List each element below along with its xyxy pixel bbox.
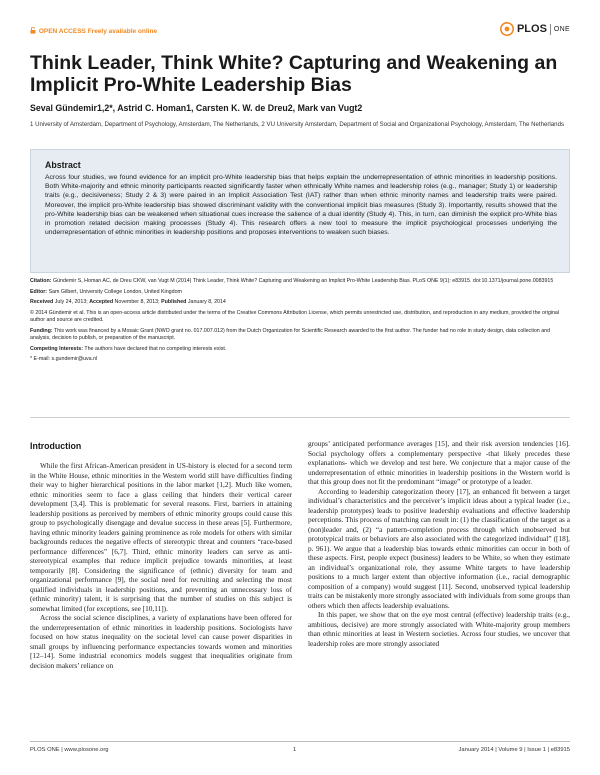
author-list [30, 103, 362, 113]
article-metadata [30, 278, 570, 367]
editor: Editor: Sam Gilbert, University College London, United Kingdom [30, 288, 182, 295]
brand-separator [550, 24, 551, 35]
abstract-heading: Abstract [45, 160, 81, 170]
copyright: © 2014 Gündemir et al. This is an open-access article distributed under the terms of the Creative Commons Attribution License, which permits unrestricted use, distribution, and reproduction in any medium, provided the original author and source are credited. [30, 309, 560, 323]
paragraph: According to leadership categorization theory [17], an enhanced fit between a target individual’s characteristics and the perceiver’s implicit ideas about a typical leader (i.e., leadership prototypes) leads to positive leadership evaluations and effective leadership perceptions. This process of matching can result in: (1) the classification of the target as a (non)leader and, (2) “a pattern-completion process through which unobserved but prototypical traits or behaviors are also associated with the categorized individual” ([18], p. 961). We argue that a leadership bias towards ethnic minorities can occur in both of these aspects. First, people expect (business) leaders to be White, so when they estimate an individual’s organizational role, they assume White targets to have leadership positions to a much larger extent than objective information (i.e., racial demographic composition of a company) would suggest [11]. Second, unobserved typical leadership traits can be mistakenly more strongly associated with individuals from some groups than others which then affects leadership evaluations. [308, 486, 570, 610]
affiliations: 1 University of Amsterdam, Department of Psychology, Amsterdam, The Netherlands, 2 VU University Amsterdam, Department of Social and Organizational Psychology, Amsterdam, The Netherlands [30, 121, 565, 128]
open-access-lock-icon [30, 27, 36, 34]
paragraph: groups’ anticipated performance averages [15], and their risk aversion tendencies [16]. Social psychology offers a complementary perspective -that likely precedes these explanations- which we develop and test here. We conjecture that a major cause of the underrepresentation of ethnic minorities in leadership positions in the Western world is that this group does not fit the predominant “image” or prototype of a leader. [308, 439, 570, 486]
open-access-label [30, 27, 157, 35]
email: * E-mail: s.gundemir@uva.nl [30, 356, 98, 362]
citation: Citation: Gündemir S, Homan AC, de Dreu CKW, van Vugt M (2014) Think Leader, Think White? Capturing and Weakening an Implicit Pro-White Leadership Bias. PLoS ONE 9(1): e83915. doi:10.1371/journal.pone.0083915 [30, 278, 554, 284]
open-access-text: OPEN ACCESS Freely available online [38, 28, 158, 35]
abstract-box [30, 149, 570, 273]
article-title: Think Leader, Think White? Capturing and Weakening an Implicit Pro-White Leadership Bias [30, 52, 558, 96]
section-divider [30, 417, 570, 418]
paragraph: Across the social science disciplines, a variety of explanations have been offered for the underrepresentation of ethnic minorities in leadership positions. Sociologists have focused on how status inequality on the societal level can cause power disparities in small groups by influencing performance expectancies towards women and minorities [12–14]. Some industrial economics models suggest that inequalities originate from decision makers’ reliance on [30, 613, 292, 670]
issue-info: January 2014 | Volume 9 | Issue 1 | e83915 [458, 747, 570, 753]
paragraph: While the first African-American president in US-history is elected for a second term in the White House, ethnic minorities in the Western world still have difficulties finding their way to higher hierarchical positions in the labor market [1,2]. Much like women, ethnic minorities seem to face a glass ceiling that hinders their vertical career development [3,4]. This is problematic for several reasons. First, barriers in attaining leadership positions as perceived by members of ethnic minority groups could cause this group to psychologically disengage and devalue success in these areas [5]. Furthermore, having ethnic minority leaders gaining prominence as role models for others with similar backgrounds reduces the negative effects of stereotypic threat and counters “race-based performance differences” [6,7]. Third, ethnic minority leaders can serve as anti-stereotypical examples that reduce implicit prejudice towards minorities, at least temporarily [8]. Considering the significance of (ethnic) diversity for team and organizational performance [9], the social need for recruiting and selecting the most qualified individuals in leadership positions, and preventing an unnecessary loss of (ethnic minority) talent, it is surprising that the number of studies on this subject is somewhat limited (for exceptions, see [10,11]). [30, 461, 292, 613]
body-column-right [308, 439, 570, 648]
abstract-text: Across four studies, we found evidence for an implicit pro-White leadership bias that helps explain the underrepresentation of ethnic minorities in leadership positions. Both White-majority and ethnic minority participants reacted significantly faster when ethnically White names and leadership roles (e.g., manager; Study 1) or leadership traits (e.g., decisiveness; Study 2 & 3) were paired in an Implicit Association Test (IAT) rather than when ethnic minority names and leadership traits were paired. Moreover, the implicit pro-White leadership bias showed discriminant validity with the conventional implicit bias measures (Study 3). Importantly, results showed that the pro-White leadership bias can be weakened when situational cues increase the salience of a dual identity (Study 4). This, in turn, can diminish the explicit pro-White bias in promotion related decision making processes (Study 4). This research offers a new tool to measure the implicit psychological processes underlying the underrepresentation of ethnic minorities in leadership positions and proposes interventions to weaken such biases. [45, 174, 557, 237]
plos-one-logo [500, 22, 570, 36]
page-footer [30, 741, 570, 753]
competing-interests: Competing Interests: The authors have declared that no competing interests exist. [30, 345, 227, 352]
introduction-heading: Introduction [30, 441, 82, 451]
funding: Funding: This work was financed by a Mosaic Grant (NWO grant no. 017.007.012) from the Dutch Organization for Scientific Research awarded to the first author. The funder had no role in study design, data collection and analysis, decision to publish, or preparation of the manuscript. [30, 327, 551, 341]
plos-logo-icon [500, 22, 514, 36]
page-number: 1 [293, 747, 297, 753]
brand-sub: ONE [553, 25, 570, 33]
author-line: Seval Gündemir1,2*, Astrid C. Homan1, Carsten K. W. de Dreu2, Mark van Vugt2 [30, 103, 363, 113]
journal-site: PLOS ONE | www.plosone.org [30, 747, 109, 753]
brand-name: PLOS [516, 23, 547, 35]
body-column-left [30, 461, 292, 670]
paragraph: In this paper, we show that on the eye most central (effective) leadership traits (e.g., ambitious, decisive) are more strongly associated with White-majority group members than ethnic minorities at least in Western societies. Across four studies, we uncover that leadership roles are more strongly associated [308, 610, 570, 648]
dates: Received July 24, 2013; Accepted November 8, 2013; Published January 8, 2014 [30, 299, 226, 305]
